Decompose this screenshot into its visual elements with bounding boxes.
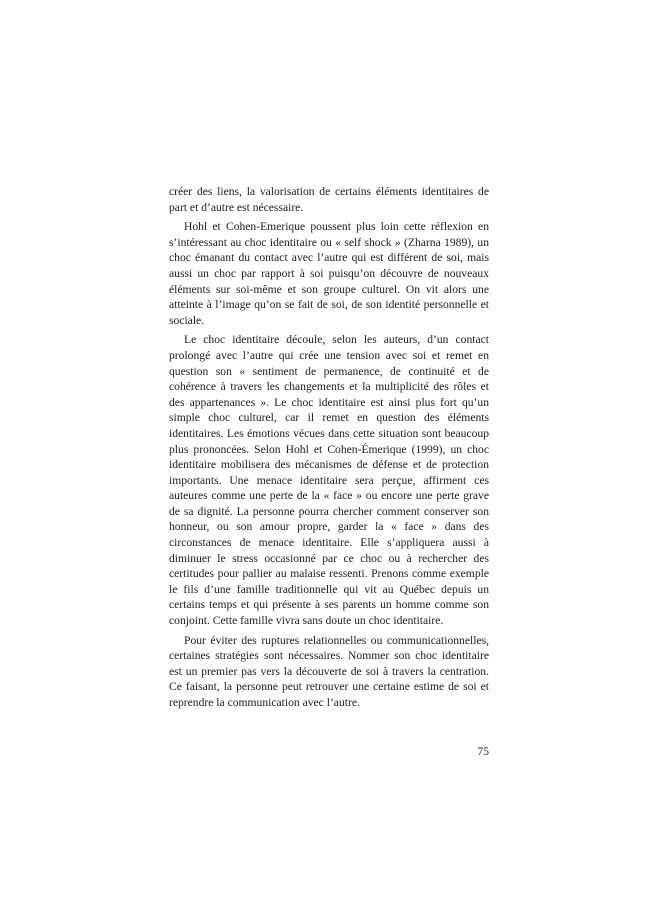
paragraph: Pour éviter des ruptures relationnelles ou communicationnelles, certaines stratégies sont nécessaires. Nommer son choc identitaire est un premier pas vers la découverte de soi à travers la centration. Ce faisant, la personne peut retrouver une certaine estime de soi et reprendre la communication avec l’autre. (169, 633, 489, 709)
body-text (169, 184, 489, 711)
paragraph: Hohl et Cohen-Emerique poussent plus loin cette réflexion en s’intéressant au choc identitaire ou « self shock » (Zharna 1989), un choc émanant du contact avec l’autre qui est différent de soi, mais aussi un choc par rapport à soi puisqu’on découvre de nouveaux éléments sur soi-même et son groupe culturel. On vit alors une atteinte à l’image qu’on se fait de soi, de son identité personnelle et sociale. (169, 220, 489, 327)
paragraph-continuation: créer des liens, la valorisation de certains éléments identitaires de part et d’autre est nécessaire. (169, 185, 489, 214)
page-number: 75 (477, 745, 489, 758)
paragraph: Le choc identitaire découle, selon les auteurs, d’un contact prolongé avec l’autre qui crée une tension avec soi et remet en question son « sentiment de permanence, de continuité et de cohérence à travers les changements et la multiplicité des rôles et des appartenances ». Le choc identitaire est ainsi plus fort qu’un simple choc culturel, car il remet en question des éléments identitaires. Les émotions vécues dans cette situation sont beaucoup plus prononcées. Selon Hohl et Cohen-Émerique (1999), un choc identitaire mobilisera des mécanismes de défense et de protection importants. Une menace identitaire sera perçue, affirment ces auteures comme une perte de la « face » ou encore une perte grave de sa dignité. La personne pourra chercher comment conserver son honneur, ou son amour propre, garder la « face » dans des circonstances de menace identitaire. Elle s’appliquera aussi à diminuer le stress occasionné par ce choc ou à rechercher des certitudes pour pallier au malaise ressenti. Prenons comme exemple le fils d’une famille traditionnelle qui vit au Québec depuis un certains temps et qui présente à ses parents un homme comme son conjoint. Cette famille vivra sans doute un choc identitaire. (169, 333, 489, 628)
